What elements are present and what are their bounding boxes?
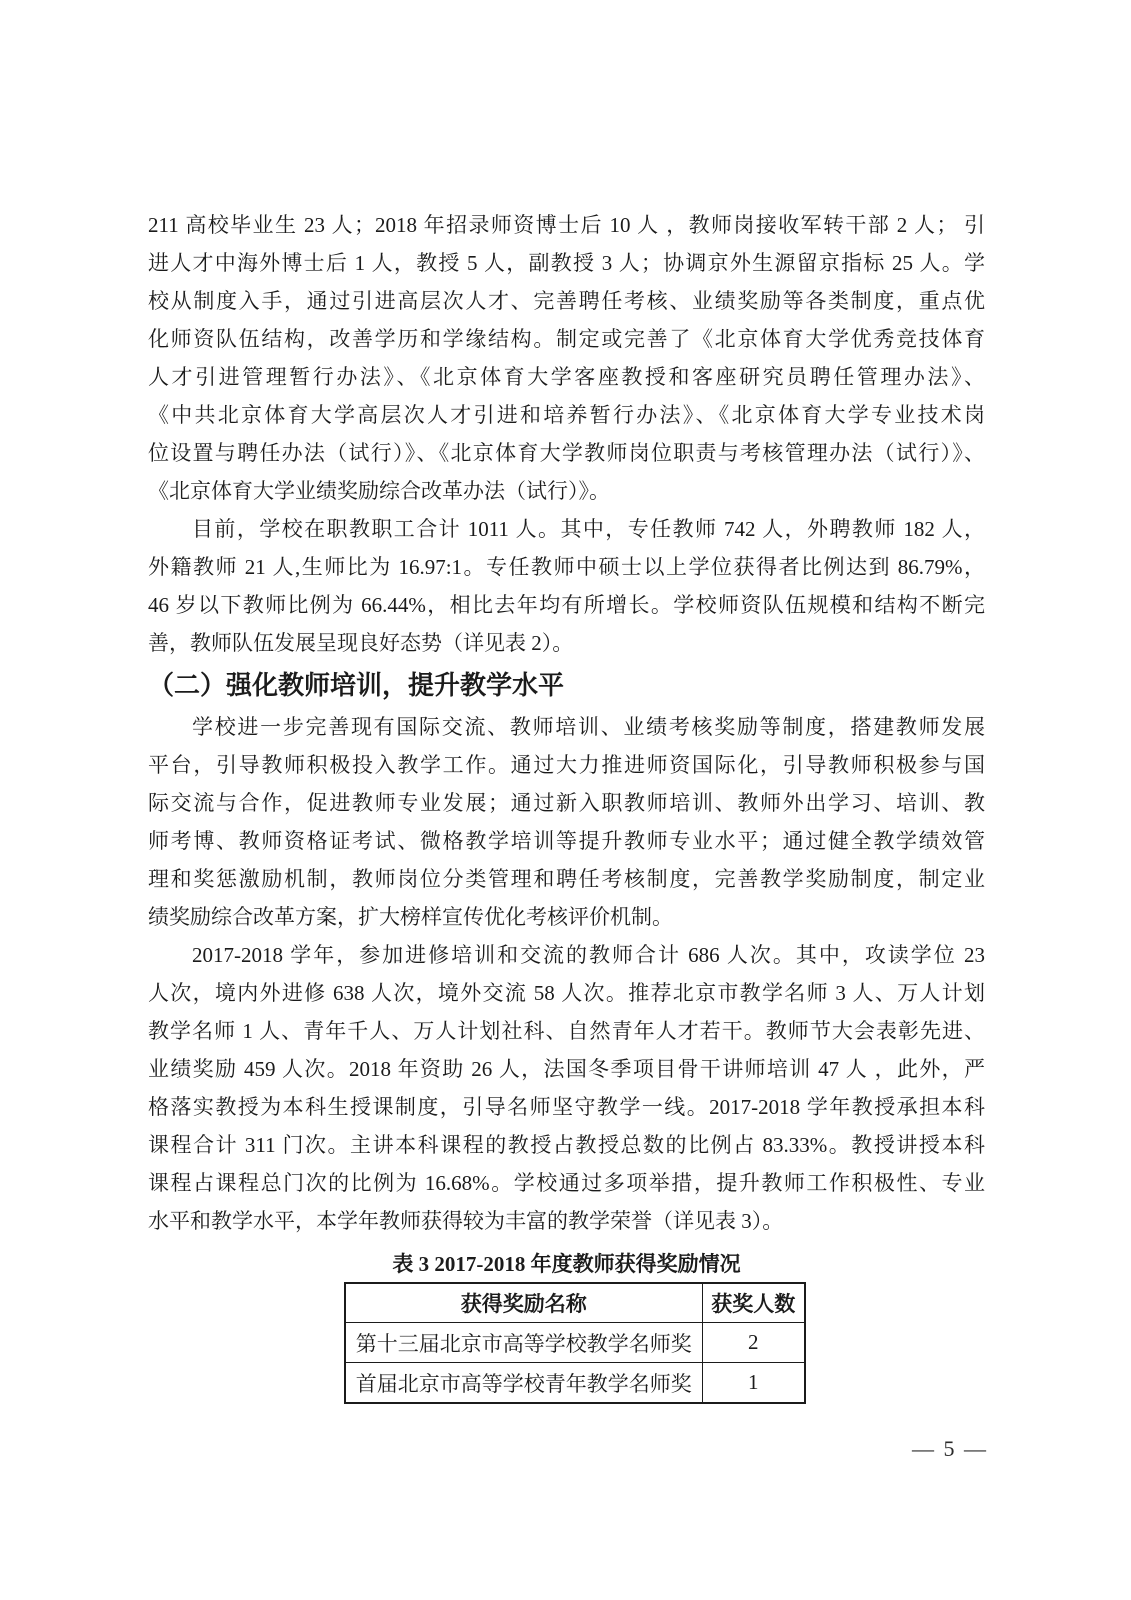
text-line: 业绩奖励 459 人次。2018 年资助 26 人，法国冬季项目骨干讲师培训 47 人 ，此外，严 bbox=[148, 1057, 985, 1081]
award-name-column-header: 获得奖励名称 bbox=[345, 1283, 702, 1323]
text-line: 《北京体育大学业绩奖励综合改革办法（试行）》。 bbox=[148, 479, 610, 503]
paragraph-teacher-training bbox=[148, 708, 985, 936]
text-line: 际交流与合作，促进教师专业发展；通过新入职教师培训、教师外出学习、培训、教 bbox=[148, 791, 985, 815]
paragraph-training-statistics bbox=[148, 936, 985, 1240]
text-line: 化师资队伍结构，改善学历和学缘结构。制定或完善了《北京体育大学优秀竞技体育 bbox=[148, 327, 985, 351]
text-line: 学校进一步完善现有国际交流、教师培训、业绩考核奖励等制度，搭建教师发展 bbox=[192, 715, 985, 739]
award-count-cell: 1 bbox=[702, 1363, 805, 1404]
text-line: 校从制度入手，通过引进高层次人才、完善聘任考核、业绩奖励等各类制度，重点优 bbox=[148, 289, 985, 313]
text-line: 《中共北京体育大学高层次人才引进和培养暂行办法》、《北京体育大学专业技术岗 bbox=[148, 403, 985, 427]
text-line: 人次，境内外进修 638 人次，境外交流 58 人次。推荐北京市教学名师 3 人、万人计划 bbox=[148, 981, 985, 1005]
text-line: 46 岁以下教师比例为 66.44%，相比去年均有所增长。学校师资队伍规模和结构不断完 bbox=[148, 593, 985, 617]
text-line: 格落实教授为本科生授课制度，引导名师坚守教学一线。2017-2018 学年教授承担本科 bbox=[148, 1095, 985, 1119]
text-line: 教学名师 1 人、青年千人、万人计划社科、自然青年人才若干。教师节大会表彰先进、 bbox=[148, 1019, 985, 1043]
table-caption: 表 3 2017-2018 年度教师获得奖励情况 bbox=[392, 1252, 741, 1276]
awards-table-body bbox=[345, 1323, 805, 1404]
text-block bbox=[148, 206, 985, 1404]
text-line: 课程合计 311 门次。主讲本科课程的教授占教授总数的比例占 83.33%。教授讲授本科 bbox=[148, 1133, 985, 1157]
text-line: 211 高校毕业生 23 人；2018 年招录师资博士后 10 人 ，教师岗接收军转干部 2 人； 引 bbox=[148, 213, 985, 237]
page-number: — 5 — bbox=[912, 1436, 988, 1461]
award-count-column-header: 获奖人数 bbox=[702, 1283, 805, 1323]
text-line: 目前，学校在职教职工合计 1011 人。其中，专任教师 742 人，外聘教师 182 人， bbox=[192, 517, 985, 541]
text-line: 善，教师队伍发展呈现良好态势（详见表 2）。 bbox=[148, 631, 574, 655]
paragraph-recruitment bbox=[148, 206, 985, 510]
award-name-cell: 第十三届北京市高等学校教学名师奖 bbox=[345, 1323, 702, 1363]
text-line: 外籍教师 21 人,生师比为 16.97:1。专任教师中硕士以上学位获得者比例达到 86.79%， bbox=[148, 555, 985, 579]
text-line: 水平和教学水平，本学年教师获得较为丰富的教学荣誉（详见表 3）。 bbox=[148, 1209, 784, 1233]
table-row bbox=[345, 1323, 805, 1363]
paragraph-staff-statistics bbox=[148, 510, 985, 662]
section-heading: （二）强化教师培训，提升教学水平 bbox=[148, 670, 565, 700]
text-line: 进人才中海外博士后 1 人，教授 5 人，副教授 3 人；协调京外生源留京指标 25 人。学 bbox=[148, 251, 985, 275]
award-name-cell: 首届北京市高等学校青年教学名师奖 bbox=[345, 1363, 702, 1404]
text-line: 师考博、教师资格证考试、微格教学培训等提升教师专业水平；通过健全教学绩效管 bbox=[148, 829, 985, 853]
awards-table bbox=[344, 1282, 806, 1404]
text-line: 绩奖励综合改革方案，扩大榜样宣传优化考核评价机制。 bbox=[148, 905, 673, 929]
text-line: 人才引进管理暂行办法》、《北京体育大学客座教授和客座研究员聘任管理办法》、 bbox=[148, 365, 985, 389]
text-line: 位设置与聘任办法（试行）》、《北京体育大学教师岗位职责与考核管理办法（试行）》、 bbox=[148, 441, 985, 465]
text-line: 理和奖惩激励机制，教师岗位分类管理和聘任考核制度，完善教学奖励制度，制定业 bbox=[148, 867, 985, 891]
table-header-row bbox=[345, 1283, 805, 1323]
text-line: 2017-2018 学年，参加进修培训和交流的教师合计 686 人次。其中，攻读学位 23 bbox=[192, 943, 985, 967]
table-row bbox=[345, 1363, 805, 1404]
text-line: 平台，引导教师积极投入教学工作。通过大力推进师资国际化，引导教师积极参与国 bbox=[148, 753, 985, 777]
text-line: 课程占课程总门次的比例为 16.68%。学校通过多项举措，提升教师工作积极性、专业 bbox=[148, 1171, 985, 1195]
award-count-cell: 2 bbox=[702, 1323, 805, 1363]
